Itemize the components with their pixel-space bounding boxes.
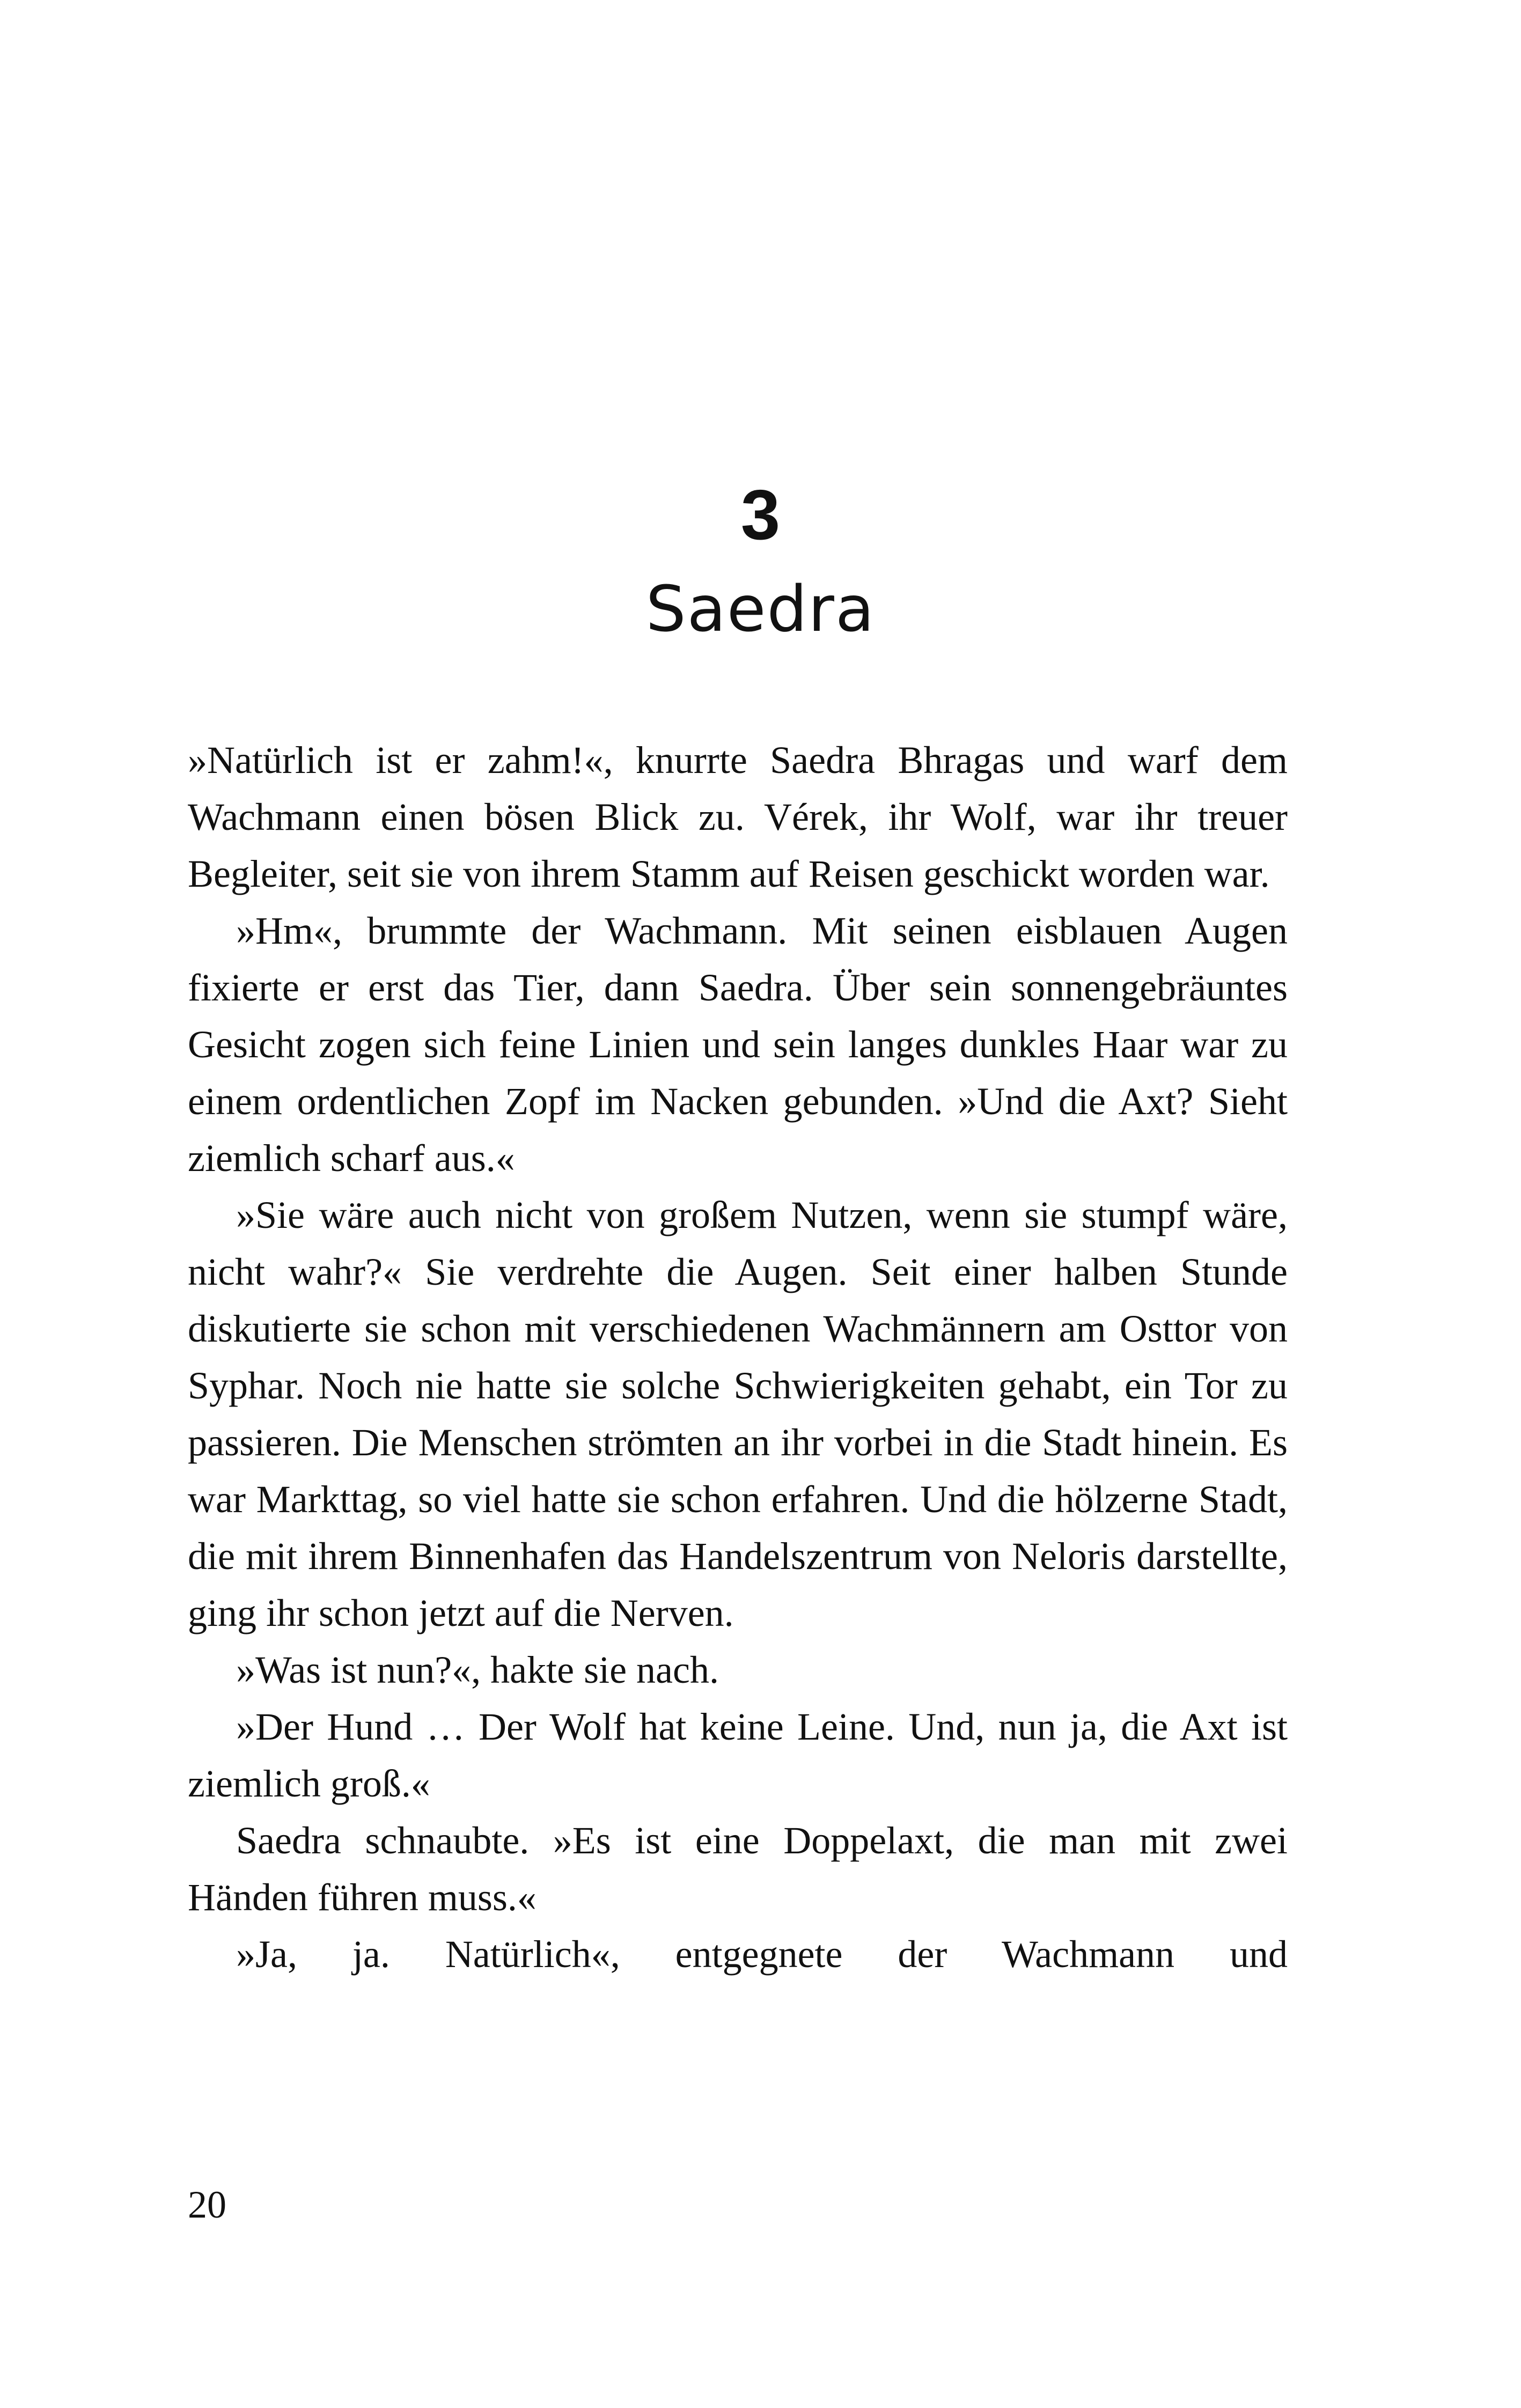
paragraph: »Was ist nun?«, hakte sie nach. — [236, 1648, 719, 1691]
paragraph: »Natürlich ist er zahm!«, knurrte Saedra Bhragas und warf dem Wachmann einen bösen Blick zu. Vérek, ihr Wolf, war ihr treuer Begleiter, seit sie von ihrem Stamm auf Reisen geschickt worden war. — [188, 739, 1288, 895]
paragraph: »Der Hund … Der Wolf hat keine Leine. Und, nun ja, die Axt ist ziemlich groß.« — [188, 1705, 1288, 1805]
paragraph: »Hm«, brummte der Wachmann. Mit seinen eisblauen Augen fixierte er erst das Tier, dann Saedra. Über sein sonnengebräuntes Gesicht zogen sich feine Linien und sein langes dunkles Haar war zu einem ordentlichen Zopf im Nacken gebunden. »Und die Axt? Sieht ziemlich scharf aus.« — [188, 909, 1288, 1180]
paragraph: Saedra schnaubte. »Es ist eine Doppelaxt, die man mit zwei Händen führen muss.« — [188, 1819, 1288, 1919]
chapter-title: Saedra — [645, 572, 876, 646]
chapter-number: 3 — [740, 475, 781, 554]
paragraph-last: »Ja, ja. Natürlich«, entgegnete der Wachmann und — [236, 1933, 1288, 1976]
chapter-body — [188, 732, 1288, 1983]
paragraph: »Sie wäre auch nicht von großem Nutzen, wenn sie stumpf wäre, nicht wahr?« Sie verdrehte die Augen. Seit einer halben Stunde diskutierte sie schon mit verschiedenen Wachmännern am Osttor von Syphar. Noch nie hatte sie solche Schwierigkeiten gehabt, ein Tor zu passieren. Die Menschen strömten an ihr vorbei in die Stadt hinein. Es war Markttag, so viel hatte sie schon erfahren. Und die hölzerne Stadt, die mit ihrem Binnenhafen das Handelszentrum von Neloris darstellte, ging ihr schon jetzt auf die Nerven. — [188, 1194, 1288, 1634]
page-number: 20 — [188, 2183, 226, 2226]
